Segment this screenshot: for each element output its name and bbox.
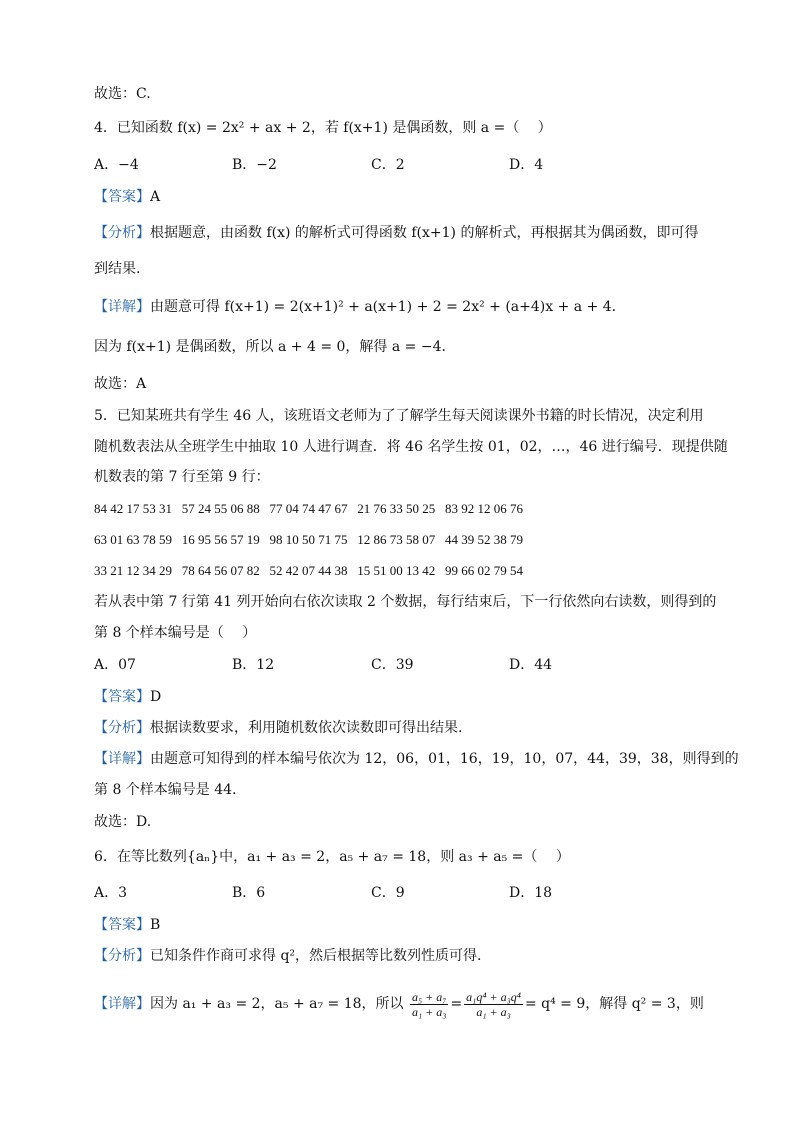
question-4-stem: 4．已知函数 f(x) = 2x² + ax + 2，若 f(x+1) 是偶函数，则 a =（ ） xyxy=(94,120,552,136)
q5-option-d: D．44 xyxy=(509,657,553,673)
conclusion-q4: 故选：A xyxy=(94,376,147,392)
detail-tag: 【详解】 xyxy=(94,299,150,315)
answer-tag: 【答案】 xyxy=(94,189,150,205)
q5-analysis xyxy=(94,718,754,738)
conclusion-q3: 故选：C. xyxy=(94,86,151,102)
analysis-tag: 【分析】 xyxy=(94,948,150,964)
question-5-stem-4: 若从表中第 7 行第 41 列开始向右依次读取 2 个数据，每行结束后，下一行依然向右读数，则得到的 xyxy=(94,594,717,610)
analysis-tag: 【分析】 xyxy=(94,225,150,241)
question-5-stem-1: 5．已知某班共有学生 46 人，该班语文老师为了了解学生每天阅读课外书籍的时长情况，决定利用 xyxy=(94,408,704,424)
q5-option-b: B．12 xyxy=(232,657,275,673)
question-5-stem-2: 随机数表法从全班学生中抽取 10 人进行调查．将 46 名学生按 01，02，…，46 进行编号．现提供随 xyxy=(94,439,728,455)
random-table-row-9: 33 21 12 34 29 78 64 56 07 82 52 42 07 44 38 15 51 00 13 42 99 66 02 79 54 xyxy=(94,563,523,578)
fraction-numerator: a₅ + a₇ xyxy=(411,989,447,1004)
q5-detail xyxy=(94,749,754,769)
q6-detail xyxy=(94,986,754,1022)
q6-option-a: A．3 xyxy=(94,885,128,901)
q4-option-b: B．−2 xyxy=(232,157,277,173)
equals-sign: = xyxy=(450,996,463,1012)
q5-option-c: C．39 xyxy=(371,657,414,673)
answer-tag: 【答案】 xyxy=(94,689,150,705)
q4-detail-text: 由题意可得 f(x+1) = 2(x+1)² + a(x+1) + 2 = 2x² + (a+4)x + a + 4． xyxy=(150,299,626,315)
q4-analysis xyxy=(94,223,754,243)
q4-option-a: A．−4 xyxy=(94,157,139,173)
q6-detail-tail: = q⁴ = 9，解得 q² = 3，则 xyxy=(524,996,704,1012)
detail-tag: 【详解】 xyxy=(94,751,150,767)
q6-analysis xyxy=(94,946,754,966)
q6-option-d: D．18 xyxy=(509,885,553,901)
q6-option-b: B．6 xyxy=(232,885,266,901)
q5-detail-cont: 第 8 个样本编号是 44． xyxy=(94,782,247,798)
q6-analysis-text: 已知条件作商可求得 q²，然后根据等比数列性质可得. xyxy=(150,948,482,964)
detail-tag: 【详解】 xyxy=(94,996,150,1012)
random-table-row-7: 84 42 17 53 31 57 24 55 06 88 77 04 74 47 67 21 76 33 50 25 83 92 12 06 76 xyxy=(94,501,523,516)
random-table-row-8: 63 01 63 78 59 16 95 56 57 19 98 10 50 71 75 12 86 73 58 07 44 39 52 38 79 xyxy=(94,532,523,547)
fraction-denominator: a₁ + a₃ xyxy=(411,1004,447,1019)
question-5-stem-5: 第 8 个样本编号是（ ） xyxy=(94,625,257,641)
fraction-ratio xyxy=(410,990,448,1019)
question-6-stem: 6．在等比数列{aₙ}中，a₁ + a₃ = 2，a₅ + a₇ = 18，则 a₃ + a₅ =（ ） xyxy=(94,849,570,865)
q6-answer-value: B xyxy=(150,917,161,933)
fraction-numerator: a₁q⁴ + a₃q⁴ xyxy=(466,989,521,1004)
fraction-denominator: a₁ + a₃ xyxy=(476,1004,511,1019)
conclusion-q5: 故选：D. xyxy=(94,814,152,830)
q4-detail-cont: 因为 f(x+1) 是偶函数，所以 a + 4 = 0，解得 a = −4． xyxy=(94,339,456,355)
q5-answer xyxy=(94,687,754,707)
question-5-stem-3: 机数表的第 7 行至第 9 行： xyxy=(94,469,270,485)
q6-answer xyxy=(94,915,754,935)
q5-detail-text: 由题意可知得到的样本编号依次为 12，06，01，16，19，10，07，44，39，38，则得到的 xyxy=(150,751,739,767)
q5-analysis-text: 根据读数要求，利用随机数依次读数即可得出结果. xyxy=(150,720,463,736)
analysis-tag: 【分析】 xyxy=(94,720,150,736)
q4-answer xyxy=(94,187,754,207)
q4-answer-value: A xyxy=(150,189,161,205)
answer-tag: 【答案】 xyxy=(94,917,150,933)
q6-option-c: C．9 xyxy=(371,885,405,901)
q6-detail-text: 因为 a₁ + a₃ = 2，a₅ + a₇ = 18，所以 xyxy=(150,996,404,1012)
q4-detail xyxy=(94,297,754,317)
q4-option-c: C．2 xyxy=(371,157,405,173)
q5-option-a: A．07 xyxy=(94,657,136,673)
q4-option-d: D．4 xyxy=(509,157,544,173)
fraction-expanded xyxy=(464,990,523,1019)
q4-analysis-cont: 到结果. xyxy=(94,261,141,277)
q4-analysis-text: 根据题意，由函数 f(x) 的解析式可得函数 f(x+1) 的解析式，再根据其为偶函数，即可得 xyxy=(150,225,699,241)
q5-answer-value: D xyxy=(150,689,162,705)
